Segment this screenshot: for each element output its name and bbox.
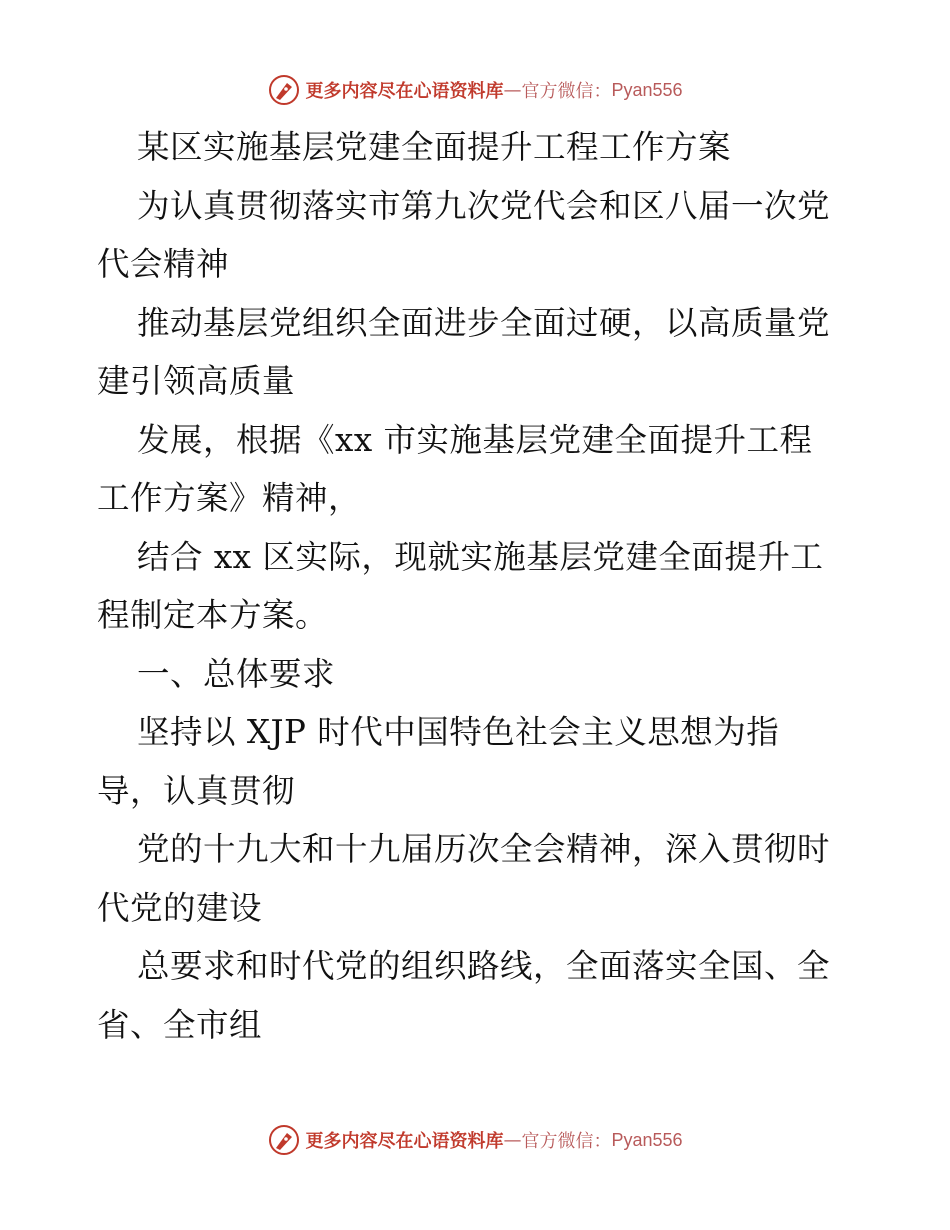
watermark-brand-text: 更多内容尽在心语资料库 — [305, 1131, 504, 1152]
text-line: 推动基层党组织全面进步全面过硬，以高质量党 — [137, 303, 831, 342]
text-line: 总要求和时代党的组织路线，全面落实全国、全 — [137, 947, 831, 985]
text-line: 工作方案》精神， — [97, 479, 362, 517]
text-line: 发展，根据《xx 市实施基层党建全面提升工程 — [137, 420, 813, 459]
footer-watermark — [0, 1120, 950, 1160]
text-line: 省、全市组 — [97, 1005, 263, 1044]
text-line: 代党的建设 — [97, 888, 263, 927]
text-line: 程制定本方案。 — [97, 596, 329, 634]
watermark-dash: — — [503, 79, 522, 101]
text-line: 党的十九大和十九届历次全会精神，深入贯彻时 — [137, 830, 831, 868]
watermark-wechat-label: 官方微信： — [521, 81, 612, 102]
section-heading: 一、总体要求 — [137, 654, 336, 693]
text-line: 坚持以 XJP 时代中国特色社会主义思想为指 — [137, 713, 780, 751]
text-line: 结合 xx 区实际，现就实施基层党建全面提升工 — [137, 537, 824, 576]
header-watermark — [0, 70, 950, 110]
watermark-dash: — — [503, 1129, 522, 1151]
pen-nib-icon — [267, 73, 301, 107]
text-line: 代会精神 — [97, 245, 230, 283]
pen-nib-icon — [267, 1123, 301, 1157]
document-body — [97, 118, 857, 1054]
text-line: 建引领高质量 — [97, 362, 296, 400]
watermark-brand-text: 更多内容尽在心语资料库 — [305, 81, 504, 102]
watermark-wechat-id: Pyan556 — [611, 1129, 683, 1150]
text-line: 为认真贯彻落实市第九次党代会和区八届一次党 — [137, 186, 831, 225]
watermark-wechat-id: Pyan556 — [611, 79, 683, 100]
watermark-wechat-label: 官方微信： — [521, 1131, 612, 1152]
document-title: 某区实施基层党建全面提升工程工作方案 — [137, 128, 732, 166]
text-line: 导，认真贯彻 — [97, 771, 296, 810]
